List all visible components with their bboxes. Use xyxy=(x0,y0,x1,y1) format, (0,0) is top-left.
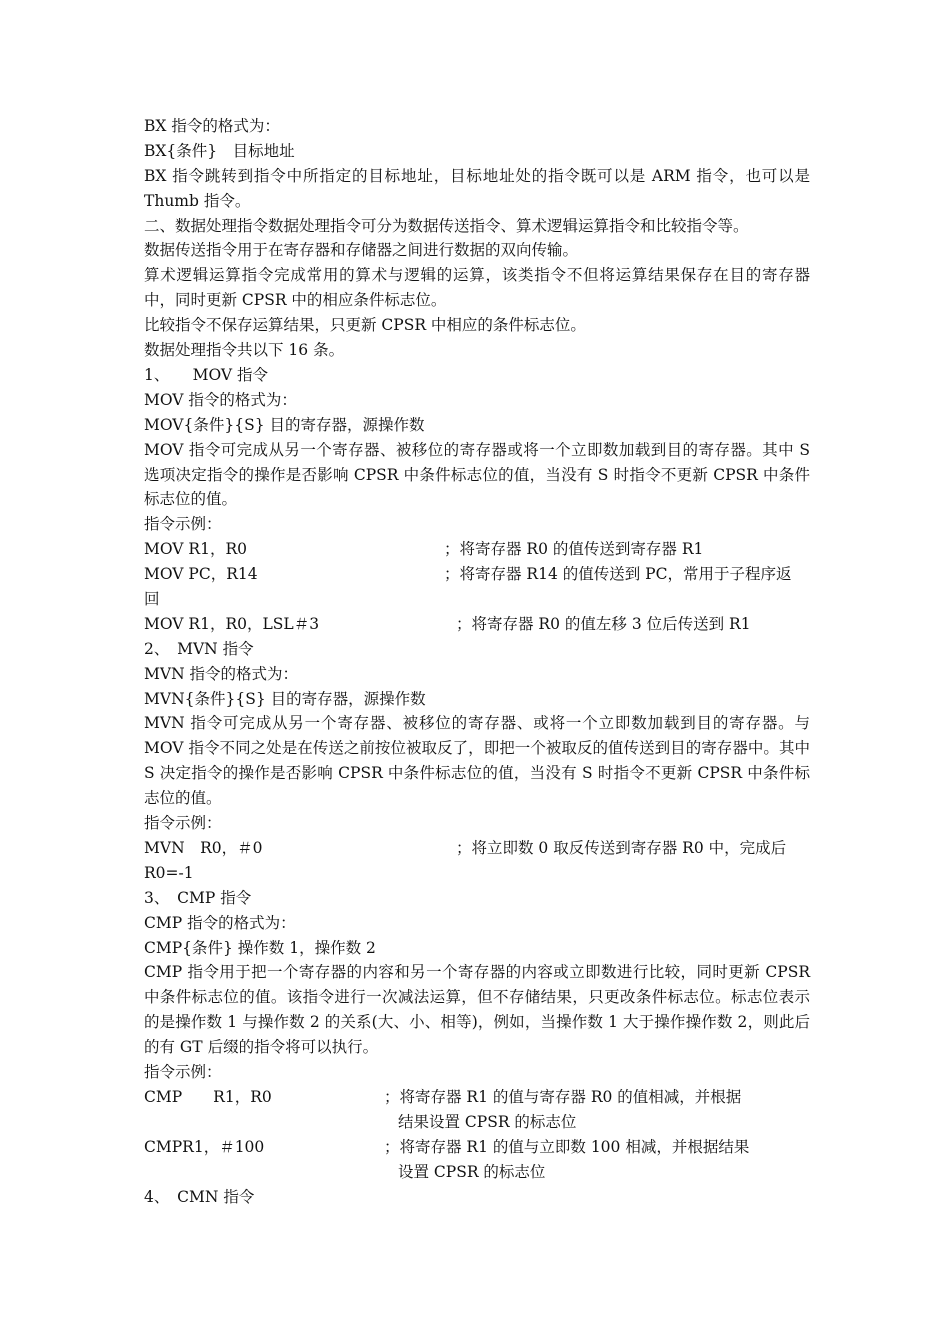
mov-example-title: 指令示例： xyxy=(144,515,222,534)
mov-example-2 xyxy=(144,562,810,587)
example-comment: ；将寄存器 R1 的值与寄存器 R0 的值相减，并根据 xyxy=(384,1087,742,1106)
example-comment: ；将寄存器 R14 的值传送到 PC，常用于子程序返 xyxy=(444,565,792,584)
mov-example-2-continued: 回 xyxy=(144,590,160,609)
mov-example-3 xyxy=(144,612,810,637)
mov-format-title: MOV 指令的格式为： xyxy=(144,390,297,409)
example-code: MOV R1，R0，LSL＃3 xyxy=(144,614,320,633)
example-code: MOV PC，R14 xyxy=(144,565,258,584)
compare-text: 比较指令不保存运算结果，只更新 CPSR 中相应的条件标志位。 xyxy=(144,316,586,335)
example-code: CMP R1，R0 xyxy=(144,1087,272,1106)
example-comment: ；将寄存器 R0 的值左移 3 位后传送到 R1 xyxy=(456,614,751,633)
mov-heading: 1、 MOV 指令 xyxy=(144,365,269,384)
example-comment-continued: 结果设置 CPSR 的标志位 xyxy=(398,1112,577,1131)
example-comment: ；将寄存器 R0 的值传送到寄存器 R1 xyxy=(444,540,704,559)
mov-example-1 xyxy=(144,537,810,562)
mov-format: MOV{条件}{S} 目的寄存器，源操作数 xyxy=(144,415,425,434)
mvn-example-title: 指令示例： xyxy=(144,814,222,833)
cmp-example-title: 指令示例： xyxy=(144,1063,222,1082)
document-page xyxy=(144,114,810,1209)
arith-logic-text: 算术逻辑运算指令完成常用的算术与逻辑的运算，该类指令不但将运算结果保存在目的寄存器中，同时更新 CPSR 中的相应条件标志位。 xyxy=(144,266,810,310)
mvn-example-1 xyxy=(144,836,810,861)
cmp-example-1 xyxy=(144,1085,810,1135)
cmp-heading: 3、 CMP 指令 xyxy=(144,888,252,907)
mvn-format: MVN{条件}{S} 目的寄存器，源操作数 xyxy=(144,689,426,708)
section-heading-data-processing: 二、数据处理指令数据处理指令可分为数据传送指令、算术逻辑运算指令和比较指令等。 xyxy=(144,216,749,235)
cmp-format-title: CMP 指令的格式为： xyxy=(144,913,296,932)
bx-format-title: BX 指令的格式为： xyxy=(144,117,280,135)
example-code: MVN R0，＃0 xyxy=(144,839,263,857)
bx-description: BX 指令跳转到指令中所指定的目标地址，目标地址处的指令既可以是 ARM 指令，也可以是 Thumb 指令。 xyxy=(144,166,810,210)
mvn-description: MVN 指令可完成从另一个寄存器、被移位的寄存器、或将一个立即数加载到目的寄存器。与 MOV 指令不同之处是在传送之前按位被取反了，即把一个被取反的值传送到目的寄存器中。其中 S 决定指令的操作是否影响 CPSR 中条件标志位的值，当没有 S 时指令不更新 CPSR 中条件标志位的值。 xyxy=(144,714,810,808)
cmp-description: CMP 指令用于把一个寄存器的内容和另一个寄存器的内容或立即数进行比较，同时更新 CPSR 中条件标志位的值。该指令进行一次减法运算，但不存储结果，只更改条件标志位。标志位表示的是操作数 1 与操作数 2 的关系(大、小、相等)，例如，当操作数 1 大于操作操作数 2，则此后的有 GT 后缀的指令将可以执行。 xyxy=(144,963,810,1057)
mvn-heading: 2、 MVN 指令 xyxy=(144,639,254,658)
example-comment: ；将寄存器 R1 的值与立即数 100 相减，并根据结果 xyxy=(384,1137,750,1156)
cmp-example-2 xyxy=(144,1135,810,1185)
mov-description: MOV 指令可完成从另一个寄存器、被移位的寄存器或将一个立即数加载到目的寄存器。其中 S 选项决定指令的操作是否影响 CPSR 中条件标志位的值，当没有 S 时指令不更新 CPSR 中条件标志位的值。 xyxy=(144,440,810,509)
example-code: CMPR1，＃100 xyxy=(144,1137,265,1156)
instruction-count-text: 数据处理指令共以下 16 条。 xyxy=(144,341,345,360)
example-comment-continued: 设置 CPSR 的标志位 xyxy=(398,1162,546,1181)
example-comment: ；将立即数 0 取反传送到寄存器 R0 中，完成后 xyxy=(456,839,787,857)
cmp-format: CMP{条件} 操作数 1，操作数 2 xyxy=(144,938,376,957)
data-transfer-text: 数据传送指令用于在寄存器和存储器之间进行数据的双向传输。 xyxy=(144,241,579,260)
bx-format: BX{条件} 目标地址 xyxy=(144,141,295,160)
cmn-heading: 4、 CMN 指令 xyxy=(144,1187,255,1206)
mvn-example-1-continued: R0=-1 xyxy=(144,863,194,882)
mvn-format-title: MVN 指令的格式为： xyxy=(144,664,299,683)
example-code: MOV R1，R0 xyxy=(144,540,247,559)
